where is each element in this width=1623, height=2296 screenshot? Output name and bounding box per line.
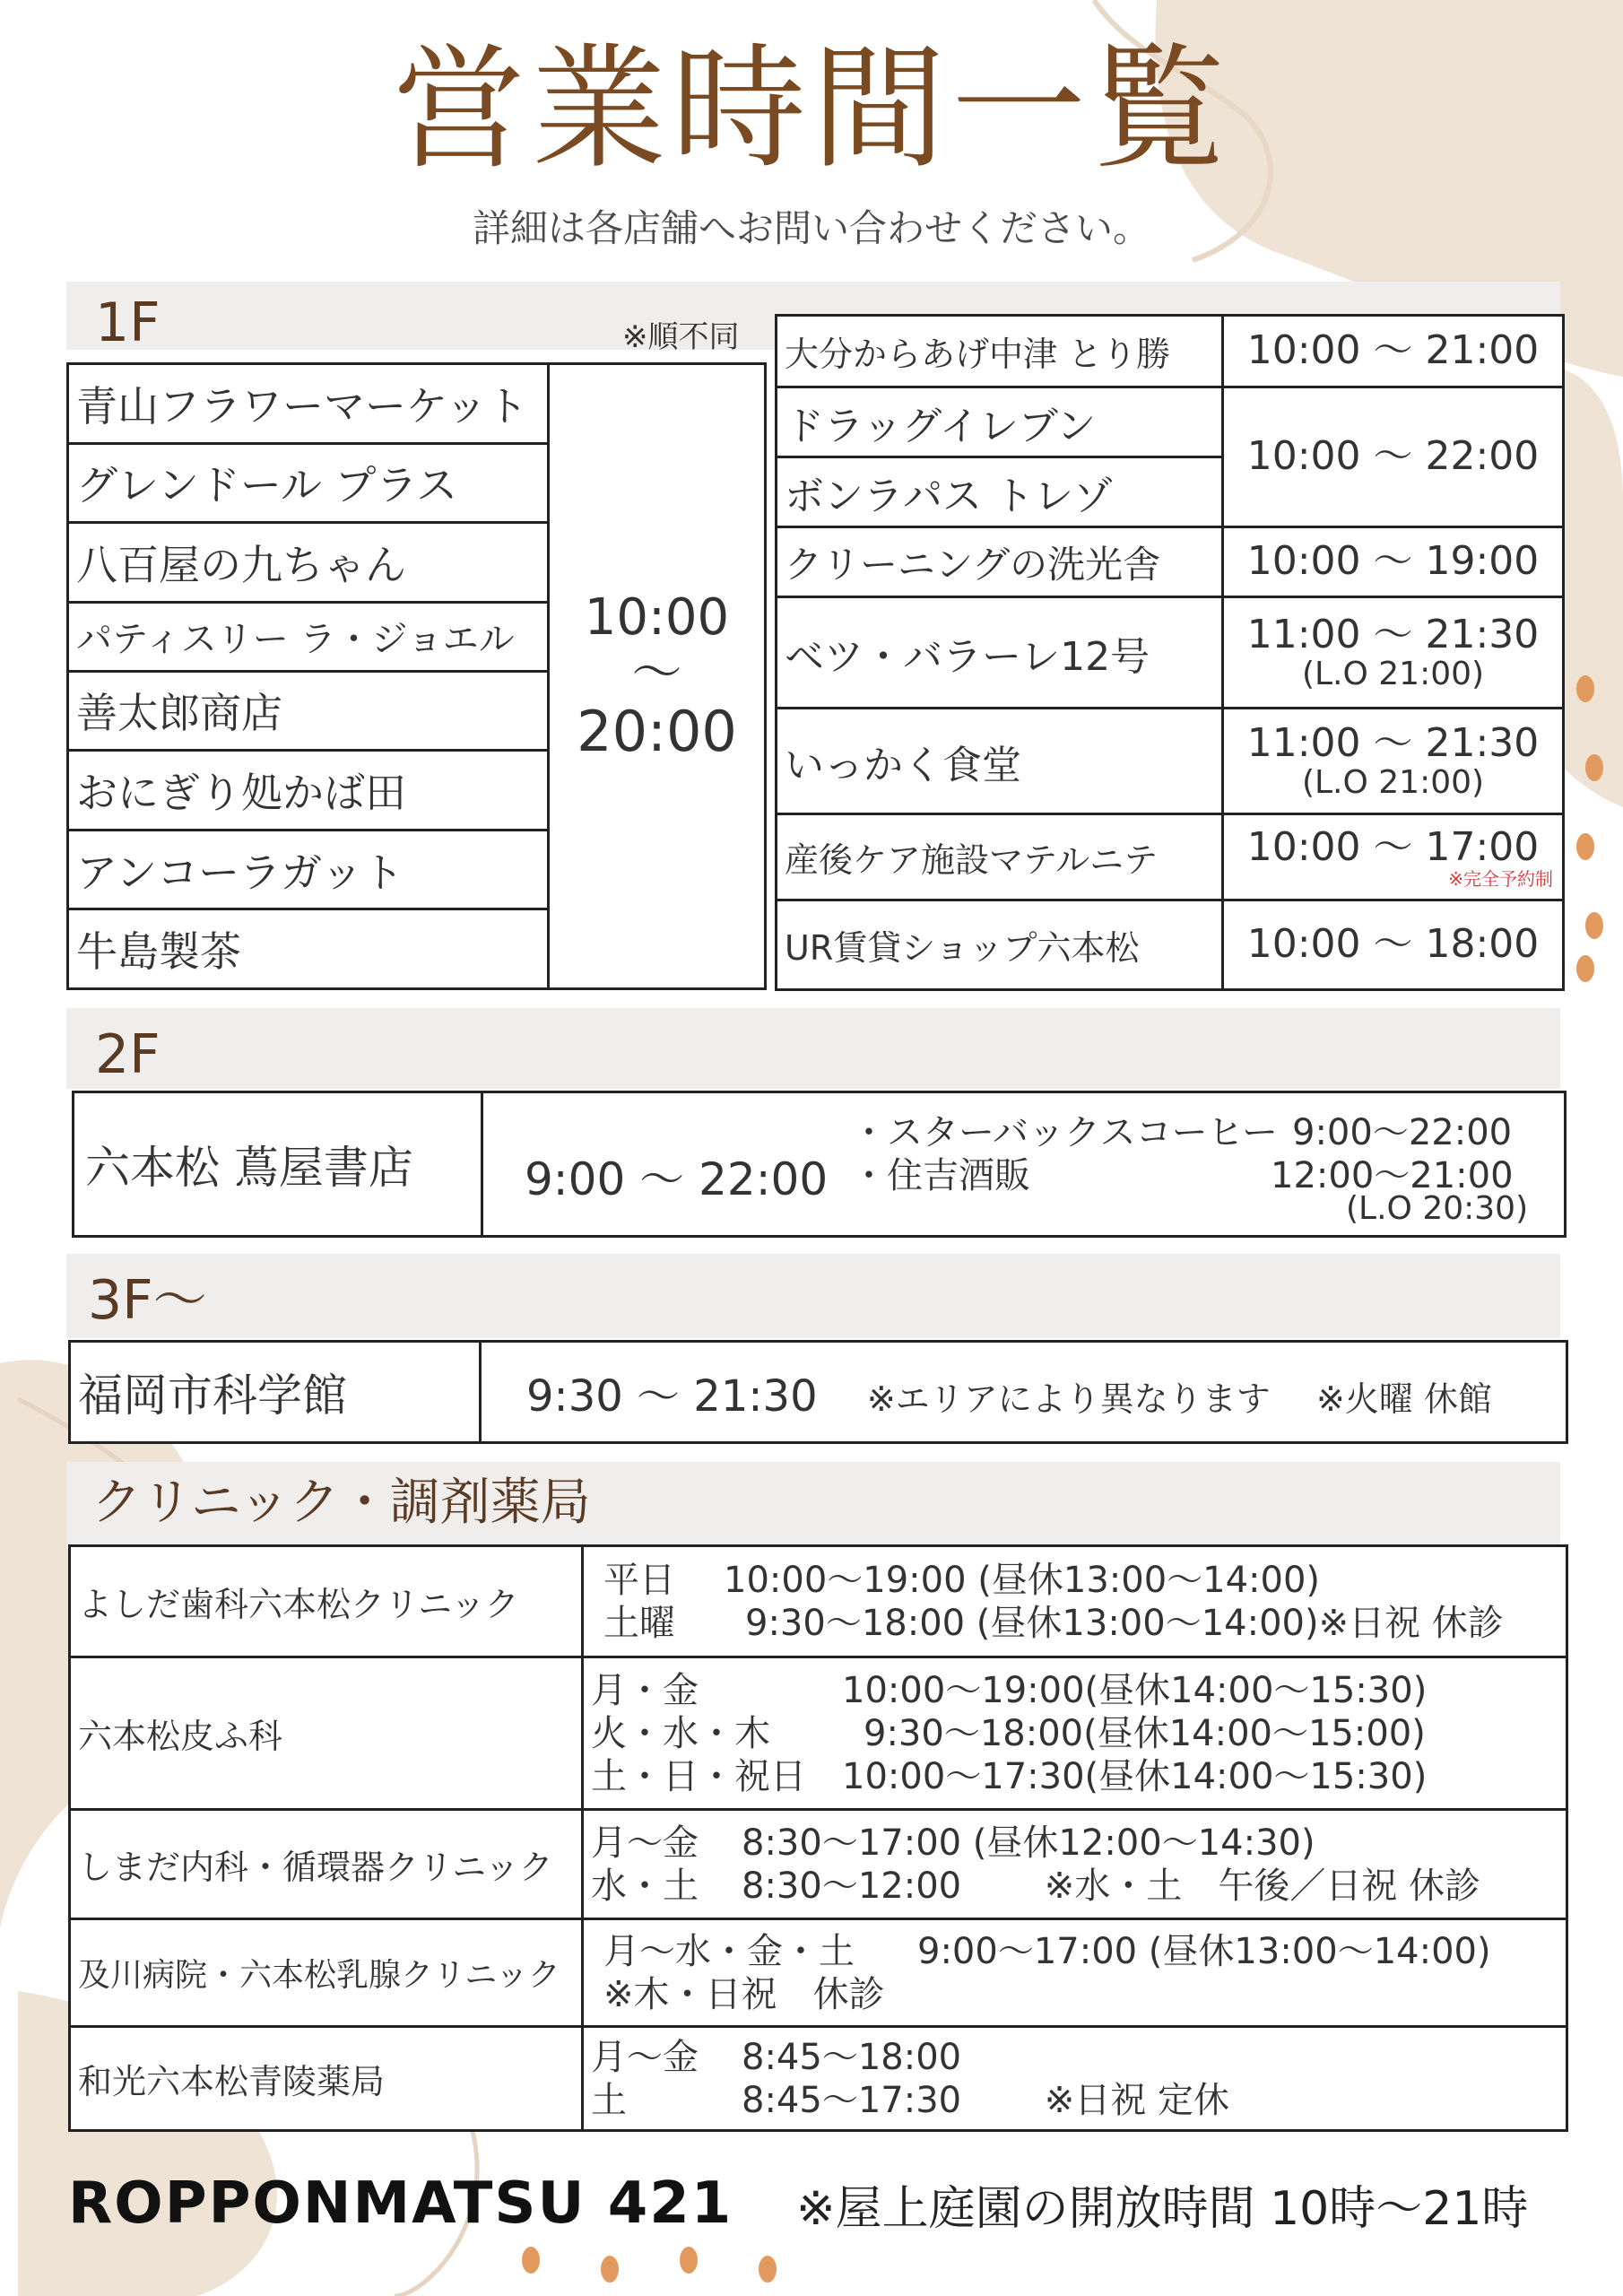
- schedule-days: 水・土: [591, 1865, 699, 1907]
- close-time: 20:00: [577, 698, 737, 764]
- shop-name: 六本松 蔦屋書店: [74, 1092, 482, 1237]
- schedule-line: [591, 2036, 1558, 2079]
- shop-name: 牛島製茶: [68, 909, 549, 989]
- page-title: 営業時間一覧: [391, 31, 1231, 187]
- schedule-line: [591, 1865, 1558, 1908]
- schedule-days: 月・金: [591, 1669, 699, 1711]
- clinic-name: 六本松皮ふ科: [70, 1657, 583, 1810]
- floor2-label: 2F: [95, 1023, 161, 1086]
- last-order: (L.O 21:00): [1301, 655, 1485, 692]
- schedule-hours: 8:45～17:30 ※日祝 定休: [742, 2079, 1230, 2121]
- shop-name: ドラッグイレブン: [777, 387, 1223, 457]
- schedule-hours: 9:30～18:00 (昼休13:00～14:00)※日祝 休診: [745, 1602, 1504, 1644]
- page-subtitle: 詳細は各店舗へお問い合わせください。: [472, 206, 1150, 250]
- closed-note: ※火曜 休館: [1316, 1378, 1492, 1419]
- table-row: [70, 1810, 1567, 1919]
- table-row: [68, 364, 766, 444]
- brand-logo-text: ROPPONMATSU 421: [68, 2170, 733, 2237]
- shop-hours: 9:00 ～ 22:00: [525, 1153, 829, 1205]
- sub-shop-name: ・住吉酒販: [851, 1155, 1030, 1196]
- clinic-table: [68, 1544, 1568, 2132]
- floor3-hours-cell: [481, 1342, 1567, 1443]
- floor2-band: [66, 1008, 1560, 1089]
- table-row: [777, 900, 1564, 990]
- last-order: (L.O 20:30): [1346, 1190, 1529, 1227]
- floor1-right-table: [775, 314, 1565, 991]
- schedule-hours: 10:00～19:00 (昼休13:00～14:00): [724, 1559, 1321, 1601]
- shop-name: ボンラパス トレゾ: [777, 457, 1223, 527]
- table-row: [70, 1919, 1567, 2027]
- schedule-line: [591, 2079, 1558, 2122]
- clinic-name: 和光六本松青陵薬局: [70, 2027, 583, 2131]
- floor3-table: [68, 1340, 1568, 1444]
- shop-name: 青山フラワーマーケット: [68, 364, 549, 444]
- floor3-band: [66, 1254, 1560, 1338]
- shop-hours: 9:30 ～ 21:30: [526, 1370, 818, 1422]
- schedule-days: 土: [591, 2079, 627, 2121]
- schedule-line: [591, 1822, 1558, 1865]
- clinic-schedule: [583, 1919, 1567, 2027]
- shop-name: アンコーラガット: [68, 830, 549, 909]
- floor1-left-hours: [549, 364, 766, 989]
- reservation-note: ※完全予約制: [1448, 867, 1553, 890]
- rooftop-hours-note: ※屋上庭園の開放時間 10時～21時: [796, 2182, 1529, 2236]
- schedule-line: [603, 1930, 1558, 1973]
- table-row: [777, 709, 1564, 814]
- shop-hours: 10:00 ～ 22:00: [1223, 387, 1564, 527]
- schedule-days: 平日: [603, 1559, 675, 1601]
- schedule-line: [603, 1973, 1558, 2016]
- shop-hours: 10:00 ～ 19:00: [1223, 527, 1564, 597]
- clinic-schedule: [583, 1546, 1567, 1657]
- shop-name: いっかく食堂: [777, 709, 1223, 814]
- schedule-days: 月～金: [591, 2036, 699, 2078]
- clinic-schedule: [583, 2027, 1567, 2131]
- shop-hours: 10:00 ～ 17:00: [1246, 824, 1540, 871]
- shop-name: クリーニングの洗光舎: [777, 527, 1223, 597]
- closed-note: ※木・日祝 休診: [603, 1973, 885, 2015]
- shop-hours-cell: [1223, 814, 1564, 900]
- schedule-hours: 8:30～17:00 (昼休12:00～14:30): [742, 1822, 1315, 1864]
- time-separator: ～: [631, 643, 682, 702]
- table-row: [70, 1657, 1567, 1810]
- schedule-hours: 9:30～18:00(昼休14:00～15:00): [864, 1712, 1426, 1754]
- schedule-hours: 10:00～19:00(昼休14:00～15:30): [842, 1669, 1428, 1711]
- table-row: [777, 316, 1564, 387]
- last-order: (L.O 21:00): [1301, 763, 1485, 801]
- schedule-days: 火・水・木: [591, 1712, 770, 1754]
- schedule-hours: 8:30～12:00 ※水・土 午後／日祝 休診: [742, 1865, 1481, 1907]
- clinic-label: クリニック・調剤薬局: [91, 1474, 591, 1532]
- schedule-hours: 10:00～17:30(昼休14:00～15:30): [842, 1755, 1428, 1797]
- clinic-schedule: [583, 1657, 1567, 1810]
- schedule-days: 月～金: [591, 1822, 699, 1864]
- schedule-line: [591, 1712, 1558, 1755]
- shop-hours: 11:00 ～ 21:30: [1246, 611, 1540, 657]
- schedule-hours: 9:00～17:00 (昼休13:00～14:00): [917, 1930, 1491, 1972]
- shop-name: 八百屋の九ちゃん: [68, 523, 549, 603]
- shop-name: 善太郎商店: [68, 671, 549, 751]
- floor2-table: [72, 1091, 1567, 1238]
- shop-hours-cell: [1223, 597, 1564, 709]
- floor2-hours-cell: [482, 1092, 1566, 1237]
- shop-name: 大分からあげ中津 とり勝: [777, 316, 1223, 387]
- table-row: [777, 814, 1564, 900]
- clinic-schedule: [583, 1810, 1567, 1919]
- shop-name: パティスリー ラ・ジョエル: [68, 602, 549, 671]
- table-row: [777, 527, 1564, 597]
- order-note: ※順不同: [622, 319, 740, 355]
- shop-name: おにぎり処かば田: [68, 751, 549, 831]
- shop-hours: 11:00 ～ 21:30: [1246, 719, 1540, 766]
- floor1-left-table: [66, 362, 767, 990]
- shop-name: 福岡市科学館: [70, 1342, 481, 1443]
- floor3-label: 3F～: [88, 1269, 207, 1332]
- schedule-hours: 8:45～18:00: [742, 2036, 962, 2078]
- schedule-days: 土・日・祝日: [591, 1755, 806, 1797]
- table-row: [777, 597, 1564, 709]
- sub-shop-hours: 9:00～22:00: [1292, 1112, 1513, 1153]
- schedule-days: 土曜: [603, 1602, 675, 1644]
- shop-name: 産後ケア施設マテルニテ: [777, 814, 1223, 900]
- shop-hours: 10:00 ～ 21:00: [1223, 316, 1564, 387]
- clinic-name: よしだ歯科六本松クリニック: [70, 1546, 583, 1657]
- shop-hours: 10:00 ～ 18:00: [1223, 900, 1564, 990]
- schedule-days: 月～水・金・土: [603, 1930, 855, 1972]
- shop-name: ベツ・バラーレ12号: [777, 597, 1223, 709]
- open-time: 10:00: [584, 588, 730, 648]
- shop-name: UR賃貸ショップ六本松: [777, 900, 1223, 990]
- schedule-line: [603, 1559, 1558, 1602]
- table-row: [777, 387, 1564, 457]
- shop-hours-cell: [1223, 709, 1564, 814]
- table-row: [70, 1342, 1567, 1443]
- table-row: [74, 1092, 1566, 1237]
- table-row: [70, 2027, 1567, 2131]
- clinic-name: しまだ内科・循環器クリニック: [70, 1810, 583, 1919]
- table-row: [70, 1546, 1567, 1657]
- area-note: ※エリアにより異なります: [866, 1378, 1271, 1419]
- shop-name: グレンドール プラス: [68, 443, 549, 523]
- clinic-name: 及川病院・六本松乳腺クリニック: [70, 1919, 583, 2027]
- floor1-label: 1F: [95, 291, 161, 354]
- schedule-line: [591, 1669, 1558, 1712]
- schedule-line: [591, 1755, 1558, 1798]
- sub-shop-name: ・スターバックスコーヒー: [851, 1112, 1278, 1153]
- sub-shop-hours: 12:00～21:00: [1271, 1155, 1514, 1196]
- schedule-line: [603, 1602, 1558, 1645]
